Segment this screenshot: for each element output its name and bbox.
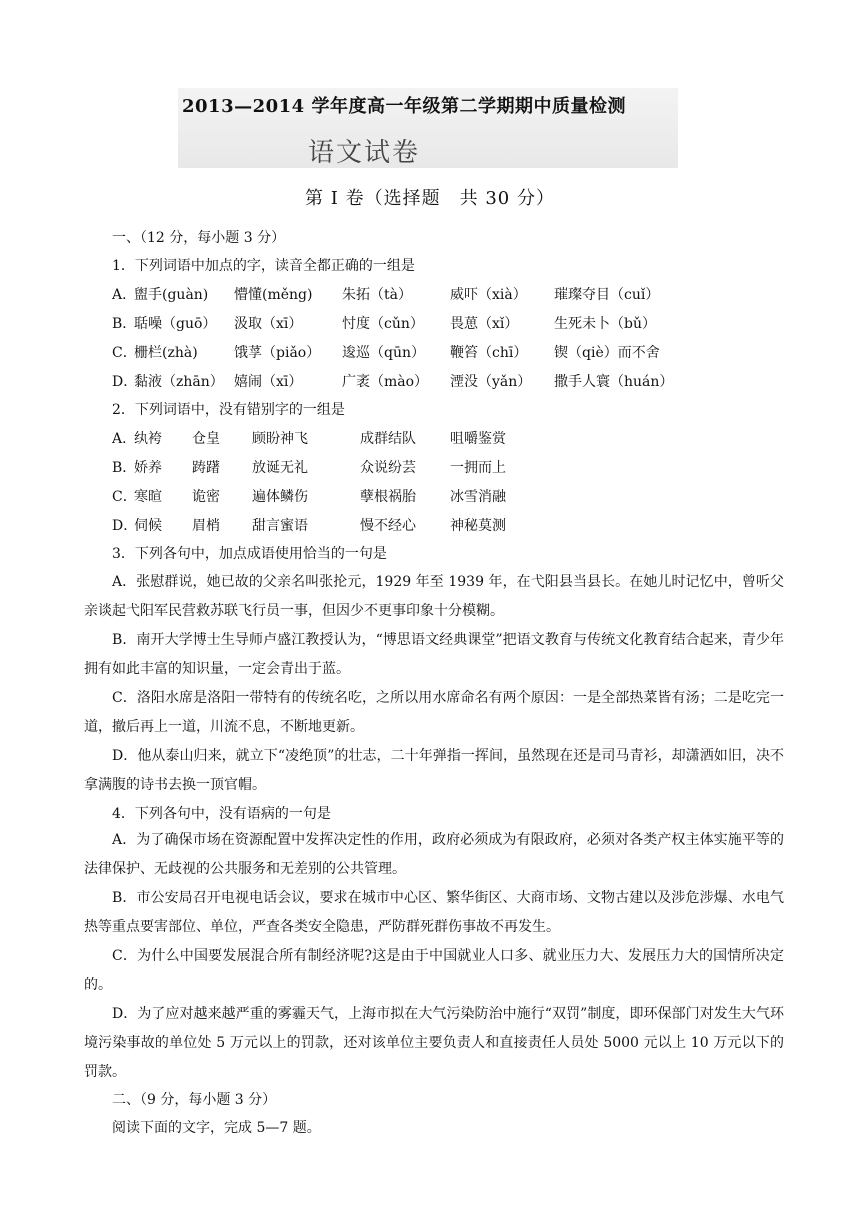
q4-stem: 4．下列各句中，没有语病的一句是 (112, 806, 331, 822)
word-item: 朱拓（tà） (342, 287, 412, 303)
word-item: 汲取（xī） (234, 316, 303, 332)
option-letter: D． (112, 518, 138, 534)
exam-subtitle: 语文试卷 (308, 138, 421, 168)
word-item: 畏葸（xǐ） (450, 316, 519, 332)
word-item: 成群结队 (360, 431, 416, 447)
part1-heading: 一、（12 分，每小题 3 分） (112, 230, 286, 246)
option-letter: A． (112, 431, 137, 447)
word-item: 慢不经心 (360, 518, 416, 534)
q4-option-a: A．为了确保市场在资源配置中发挥决定性的作用，政府必须成为有限政府，必须对各类产权主体实施平等的法律保护、无歧视的公共服务和无差别的公共管理。 (84, 832, 784, 877)
word-item: 遍体鳞伤 (252, 489, 308, 505)
word-item: 踌躇 (192, 460, 220, 476)
word-item: 娇养 (134, 460, 162, 476)
word-item: 诡密 (192, 489, 220, 505)
q3-stem: 3．下列各句中，加点成语使用恰当的一句是 (112, 546, 387, 562)
word-item: 神秘莫测 (450, 518, 506, 534)
word-item: 仓皇 (192, 431, 220, 447)
q1-stem: 1．下列词语中加点的字，读音全都正确的一组是 (112, 258, 415, 274)
option-letter: C． (112, 489, 137, 505)
q4-option-d: D．为了应对越来越严重的雾霾天气，上海市拟在大气污染防治中施行“双罚”制度，即环保部门对发生大气环境污染事故的单位处 5 万元以上的罚款，还对该单位主要负责人和直接责任人员处 5000 元以上 10 万元以下的罚款。 (84, 1006, 784, 1080)
word-item: 撒手人寰（huán） (554, 374, 674, 390)
option-letter: B． (112, 460, 137, 476)
word-item: 湮没（yǎn） (450, 374, 532, 390)
exam-title: 2013—2014 学年度高一年级第二学期期中质量检测 (182, 96, 626, 117)
word-item: 鞭笞（chī） (450, 345, 528, 361)
q3-option-c: C．洛阳水席是洛阳一带特有的传统名吃，之所以用水席命名有两个原因：一是全部热菜皆有汤；二是吃完一道，撤后再上一道，川流不息，不断地更新。 (84, 690, 784, 735)
section-title: 第 I 卷（选择题 共 30 分） (305, 188, 555, 209)
option-letter: D． (112, 374, 138, 390)
word-item: 纨袴 (134, 431, 162, 447)
word-item: 寒暄 (134, 489, 162, 505)
word-item: 甜言蜜语 (252, 518, 308, 534)
word-item: 忖度（cǔn） (342, 316, 424, 332)
q2-stem: 2．下列词语中，没有错别字的一组是 (112, 402, 345, 418)
word-item: 璀璨夺目（cuǐ） (554, 287, 660, 303)
part2-heading: 二、（9 分，每小题 3 分） (112, 1092, 277, 1108)
word-item: 嬉闹（xī） (234, 374, 303, 390)
word-item: 生死未卜（bǔ） (554, 316, 656, 332)
q4-option-c: C．为什么中国要发展混合所有制经济呢?这是由于中国就业人口多、就业压力大、发展压力大的国情所决定的。 (84, 948, 784, 993)
word-item: 眉梢 (192, 518, 220, 534)
word-item: 一拥而上 (450, 460, 506, 476)
word-item: 孽根祸胎 (360, 489, 416, 505)
word-item: 黏液（zhān） (134, 374, 224, 390)
word-item: 饿莩（piǎo） (234, 345, 321, 361)
q4-option-b: B．市公安局召开电视电话会议，要求在城市中心区、繁华街区、大商市场、文物古建以及涉危涉爆、水电气热等重点要害部位、单位，严查各类安全隐患，严防群死群伤事故不再发生。 (84, 890, 784, 935)
word-item: 威吓（xià） (450, 287, 527, 303)
word-item: 冰雪消融 (450, 489, 506, 505)
option-letter: B． (112, 316, 137, 332)
q3-option-b: B．南开大学博士生导师卢盛江教授认为，“博思语文经典课堂”把语文教育与传统文化教育结合起来，青少年拥有如此丰富的知识量，一定会青出于蓝。 (84, 632, 784, 677)
option-letter: A． (112, 287, 137, 303)
q3-option-d: D．他从泰山归来，就立下“凌绝顶”的壮志，二十年弹指一挥间，虽然现在还是司马青衫，却潇洒如旧，决不拿满腹的诗书去换一顶官帽。 (84, 748, 784, 793)
word-item: 广袤（mào） (342, 374, 429, 390)
word-item: 栅栏(zhà) (134, 345, 198, 361)
word-item: 锲（qiè）而不舍 (554, 345, 660, 361)
word-item: 放诞无礼 (252, 460, 308, 476)
word-item: 众说纷芸 (360, 460, 416, 476)
word-item: 咀嚼鉴赏 (450, 431, 506, 447)
word-item: 伺候 (134, 518, 162, 534)
word-item: 懵懂(měng) (234, 287, 313, 303)
word-item: 顾盼神飞 (252, 431, 308, 447)
word-item: 聒噪（guō） (134, 316, 217, 332)
word-item: 盥手(guàn) (134, 287, 209, 303)
word-item: 逡巡（qūn） (342, 345, 425, 361)
q3-option-a: A．张慰群说，她已故的父亲名叫张抡元，1929 年至 1939 年，在弋阳县当县长。在她儿时记忆中，曾听父亲谈起弋阳军民营救苏联飞行员一事，但因少不更事印象十分模糊。 (84, 574, 784, 619)
option-letter: C． (112, 345, 137, 361)
part2-instruction: 阅读下面的文字，完成 5—7 题。 (112, 1120, 321, 1136)
